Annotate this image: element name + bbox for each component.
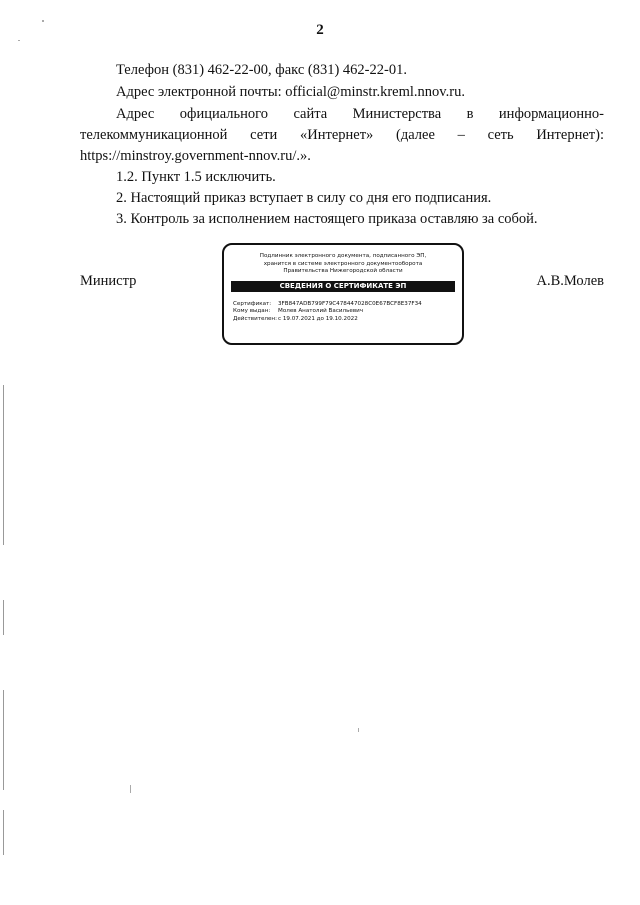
scan-speck — [18, 40, 20, 41]
scan-margin-mark — [3, 810, 4, 855]
item-3: 3. Контроль за исполнением настоящего приказа оставляю за собой. — [116, 211, 538, 227]
scan-speck — [42, 20, 44, 22]
network-line — [80, 125, 604, 145]
stamp-line-1: Подлинник электронного документа, подписанного ЭП, — [259, 253, 427, 259]
stamp-details — [233, 301, 462, 324]
url-line: https://minstroy.government-nnov.ru/.». — [80, 148, 311, 164]
word: сеть — [487, 127, 514, 143]
stamp-line-2: хранится в системе электронного документооборота — [263, 260, 423, 267]
signature-name: А.В.Молев — [536, 273, 604, 289]
word: Министерства — [352, 106, 442, 122]
valid-row — [233, 316, 462, 324]
site-address-line — [116, 104, 604, 124]
signature-position: Министр — [80, 273, 137, 289]
scan-margin-mark — [3, 385, 4, 545]
scan-speck — [130, 785, 131, 793]
word: официального — [179, 106, 268, 122]
item-1-2: 1.2. Пункт 1.5 исключить. — [116, 169, 276, 185]
valid-label: Действителен: — [233, 315, 277, 322]
word: информационно- — [498, 106, 604, 122]
email-line: Адрес электронной почты: official@minstr.kreml.nnov.ru. — [116, 84, 465, 100]
page-number: 2 — [316, 22, 324, 38]
e-signature-stamp — [222, 243, 464, 345]
word: телекоммуникационной — [80, 127, 228, 143]
cert-row — [233, 301, 462, 309]
word: Адрес — [116, 106, 155, 122]
cert-label: Сертификат: — [233, 300, 272, 307]
scan-margin-mark — [3, 600, 4, 635]
owner-row — [233, 308, 462, 316]
stamp-banner: СВЕДЕНИЯ О СЕРТИФИКАТЕ ЭП — [231, 281, 455, 292]
valid-value: с 19.07.2021 до 19.10.2022 — [278, 315, 358, 322]
owner-label: Кому выдан: — [233, 308, 271, 314]
word: сети — [250, 127, 278, 143]
word: сайта — [293, 106, 328, 122]
item-2: 2. Настоящий приказ вступает в силу со дня его подписания. — [116, 190, 492, 206]
stamp-line-3: Правительства Нижегородской области — [283, 268, 403, 274]
word: «Интернет» — [300, 127, 374, 143]
word: Интернет): — [536, 127, 604, 143]
scan-speck — [358, 728, 359, 732]
phone-line: Телефон (831) 462-22-00, факс (831) 462-22-01. — [116, 62, 407, 78]
stamp-header — [224, 253, 462, 276]
scan-margin-mark — [3, 690, 4, 790]
owner-value: Молев Анатолий Васильевич — [278, 308, 364, 314]
word: – — [457, 127, 465, 143]
word: в — [466, 106, 474, 122]
word: (далее — [396, 127, 435, 143]
cert-value: 3FB847ADB799F79C478447028C0E67BCF8E37F34 — [278, 300, 422, 307]
